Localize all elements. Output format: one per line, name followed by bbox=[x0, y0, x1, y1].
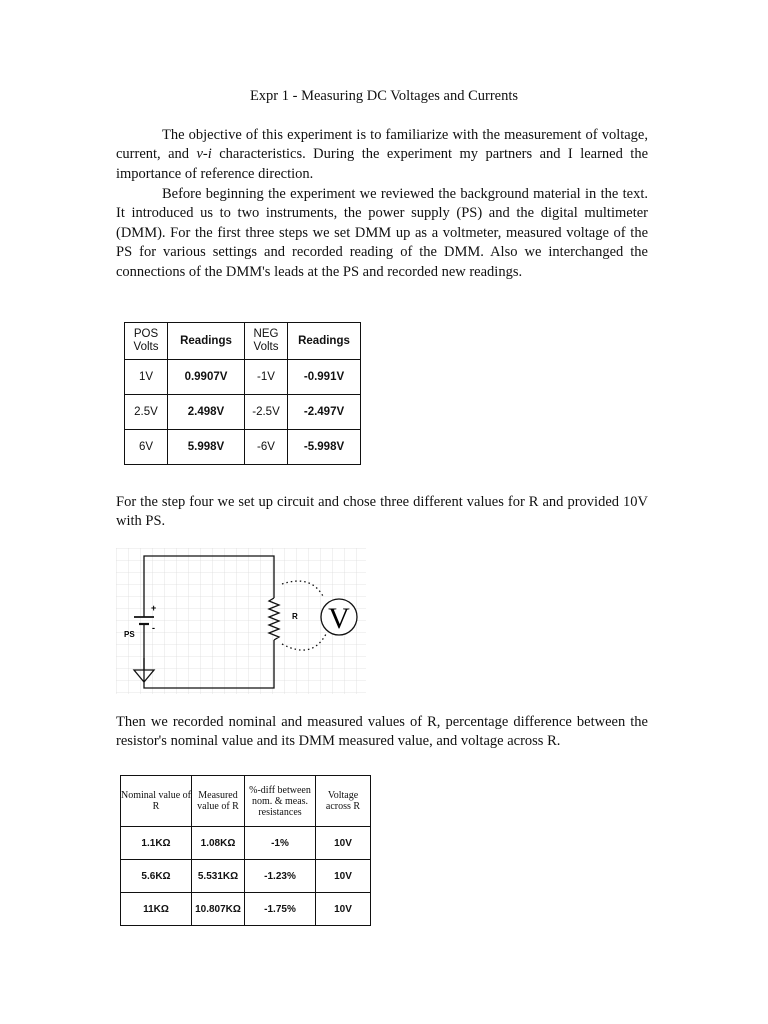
table-header-row bbox=[121, 776, 371, 827]
document-title: Expr 1 - Measuring DC Voltages and Currents bbox=[249, 88, 519, 104]
table-cell: 5.998V bbox=[168, 430, 245, 465]
table-cell: -6V bbox=[245, 430, 288, 465]
table-cell: -1V bbox=[245, 360, 288, 395]
table-cell: 0.9907V bbox=[168, 360, 245, 395]
paragraph-measurements: Then we recorded nominal and measured values of R, percentage difference between the resistor's nominal value and its DMM measured value, and voltage across R. bbox=[116, 714, 648, 750]
table-cell: -1.23% bbox=[245, 860, 316, 893]
circuit-diagram bbox=[116, 548, 366, 694]
header-measured-value: Measured value of R bbox=[192, 776, 245, 827]
header-nominal-value: Nominal value of R bbox=[121, 776, 192, 827]
table-header-row bbox=[125, 323, 361, 360]
table-cell: 2.5V bbox=[125, 395, 168, 430]
table-cell: -0.991V bbox=[288, 360, 361, 395]
resistor-label: R bbox=[292, 612, 298, 621]
header-readings-pos: Readings bbox=[168, 323, 245, 360]
battery-plus-label: + bbox=[151, 603, 157, 613]
table-cell: 5.531KΩ bbox=[192, 860, 245, 893]
table-cell: 10.807KΩ bbox=[192, 893, 245, 926]
header-voltage-across: Voltage across R bbox=[316, 776, 371, 827]
voltmeter-label: V bbox=[328, 602, 350, 635]
table-cell: -2.497V bbox=[288, 395, 361, 430]
table-row bbox=[125, 430, 361, 465]
resistance-table bbox=[120, 775, 371, 926]
objective-text-end: characteristics. During the experiment my partners and I learned the importance of reference direction. bbox=[116, 146, 648, 182]
table-row bbox=[121, 893, 371, 926]
paragraph-background bbox=[116, 185, 648, 282]
paragraph-step-four: For the step four we set up circuit and chose three different values for R and provided 10V with PS. bbox=[116, 494, 648, 530]
background-text: Before beginning the experiment we reviewed the background material in the text. It introduced us to two instruments, the power supply (PS) and the digital multimeter (DMM). For the first three steps we set DMM up as a voltmeter, measured voltage of the PS for various settings and recorded reading of the DMM. Also we interchanged the connections of the DMM's leads at the PS and recorded new readings. bbox=[116, 186, 648, 280]
table-cell: 11KΩ bbox=[121, 893, 192, 926]
table-cell: 1V bbox=[125, 360, 168, 395]
paragraph-objective bbox=[116, 126, 648, 184]
ps-label: PS bbox=[124, 630, 135, 639]
table-cell: 5.6KΩ bbox=[121, 860, 192, 893]
table-cell: 10V bbox=[316, 860, 371, 893]
table-row bbox=[121, 860, 371, 893]
objective-text-start: The objective of this experiment is to familiarize with the measurement of voltage, current, and bbox=[116, 127, 648, 163]
header-percent-diff: %-diff between nom. & meas. resistances bbox=[245, 776, 316, 827]
table-cell: 6V bbox=[125, 430, 168, 465]
table-cell: 10V bbox=[316, 827, 371, 860]
table-cell: -2.5V bbox=[245, 395, 288, 430]
header-neg-volts: NEG Volts bbox=[245, 323, 288, 360]
battery-minus-label: - bbox=[152, 623, 155, 633]
table-cell: 1.08KΩ bbox=[192, 827, 245, 860]
table-cell: -1% bbox=[245, 827, 316, 860]
table-row bbox=[125, 360, 361, 395]
table-cell: -1.75% bbox=[245, 893, 316, 926]
table-cell: 1.1KΩ bbox=[121, 827, 192, 860]
objective-vi-term: v-i bbox=[196, 146, 212, 163]
table-cell: 2.498V bbox=[168, 395, 245, 430]
table-row bbox=[125, 395, 361, 430]
table-cell: -5.998V bbox=[288, 430, 361, 465]
table-cell: 10V bbox=[316, 893, 371, 926]
header-pos-volts: POS Volts bbox=[125, 323, 168, 360]
header-readings-neg: Readings bbox=[288, 323, 361, 360]
table-row bbox=[121, 827, 371, 860]
voltage-readings-table bbox=[124, 322, 361, 465]
